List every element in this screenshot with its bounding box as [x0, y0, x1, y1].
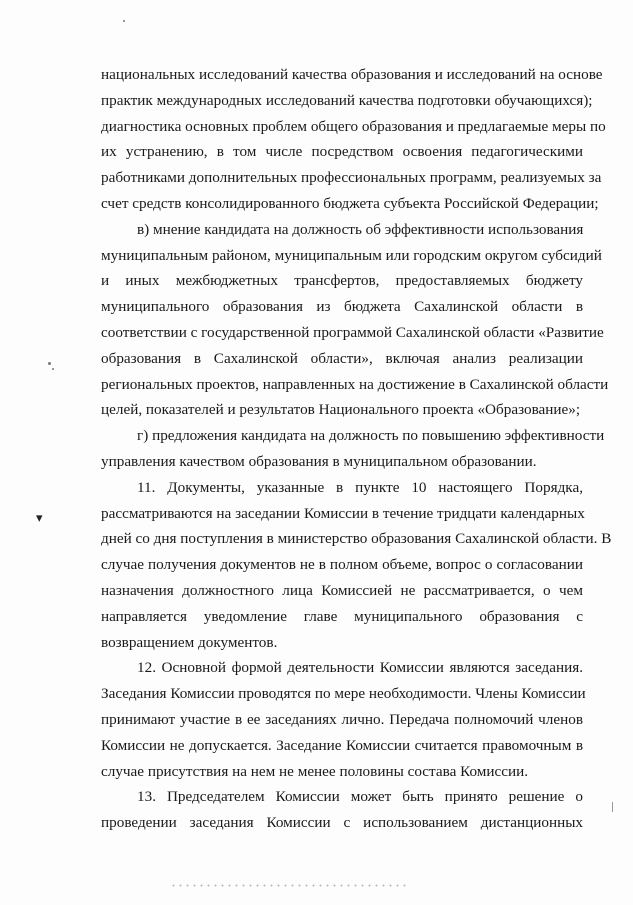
text-line: случае получения документов не в полном объеме, вопрос о согласовании — [101, 556, 583, 574]
text-line: Заседания Комиссии проводятся по мере необходимости. Члены Комиссии — [101, 685, 586, 703]
text-line: муниципального образования из бюджета Сахалинской области в — [101, 298, 583, 316]
text-line: и иных межбюджетных трансфертов, предоставляемых бюджету — [101, 272, 583, 290]
scan-footer-noise — [170, 884, 410, 887]
scan-speck — [52, 368, 54, 370]
text-line: 11. Документы, указанные в пункте 10 настоящего Порядка, — [137, 478, 583, 496]
document-body — [101, 62, 612, 836]
text-line: рассматриваются на заседании Комиссии в течение тридцати календарных — [101, 504, 585, 522]
text-line: назначения должностного лица Комиссией не рассматривается, о чем — [101, 581, 583, 599]
text-line: 13. Председателем Комиссии может быть принято решение о — [137, 788, 583, 806]
text-line: случае присутствия на нем не менее половины состава Комиссии. — [101, 762, 529, 780]
scan-arrow-mark: ▾ — [36, 511, 43, 526]
scan-speck — [48, 362, 51, 365]
text-line: г) предложения кандидата на должность по повышению эффективности — [137, 427, 605, 445]
text-line: дней со дня поступления в министерство образования Сахалинской области. В — [101, 530, 612, 548]
text-line: национальных исследований качества образования и исследований на основе — [101, 66, 603, 83]
text-line: практик международных исследований качества подготовки обучающихся); — [101, 91, 593, 109]
text-line: их устранению, в том числе посредством освоения педагогическими — [101, 143, 583, 161]
text-line: работниками дополнительных профессиональных программ, реализуемых за — [101, 169, 602, 187]
text-line: принимают участие в ее заседаниях лично. Передача полномочий членов — [101, 710, 583, 728]
text-line: целей, показателей и результатов Национального проекта «Образование»; — [101, 401, 581, 419]
text-line: возвращением документов. — [101, 633, 278, 651]
text-line: счет средств консолидированного бюджета субъекта Российской Федерации; — [101, 194, 599, 212]
text-line: в) мнение кандидата на должность об эффективности использования — [137, 220, 584, 238]
text-line: направляется уведомление главе муниципального образования с — [101, 607, 583, 625]
text-line: региональных проектов, направленных на достижение в Сахалинской области — [101, 375, 609, 393]
text-line: 12. Основной формой деятельности Комиссии являются заседания. — [137, 659, 583, 677]
text-line: соответствии с государственной программой Сахалинской области «Развитие — [101, 323, 604, 341]
text-line: муниципальным районом, муниципальным или городским округом субсидий — [101, 246, 602, 264]
scan-speck — [123, 20, 125, 22]
text-line: проведении заседания Комиссии с использованием дистанционных — [101, 814, 583, 832]
text-line: образования в Сахалинской области», включая анализ реализации — [101, 349, 583, 367]
text-line: управления качеством образования в муниципальном образовании. — [101, 452, 537, 470]
text-line: диагностика основных проблем общего образования и предлагаемые меры по — [101, 117, 606, 135]
scan-speck — [612, 802, 613, 812]
text-line: Комиссии не допускается. Заседание Комиссии считается правомочным в — [101, 736, 583, 754]
